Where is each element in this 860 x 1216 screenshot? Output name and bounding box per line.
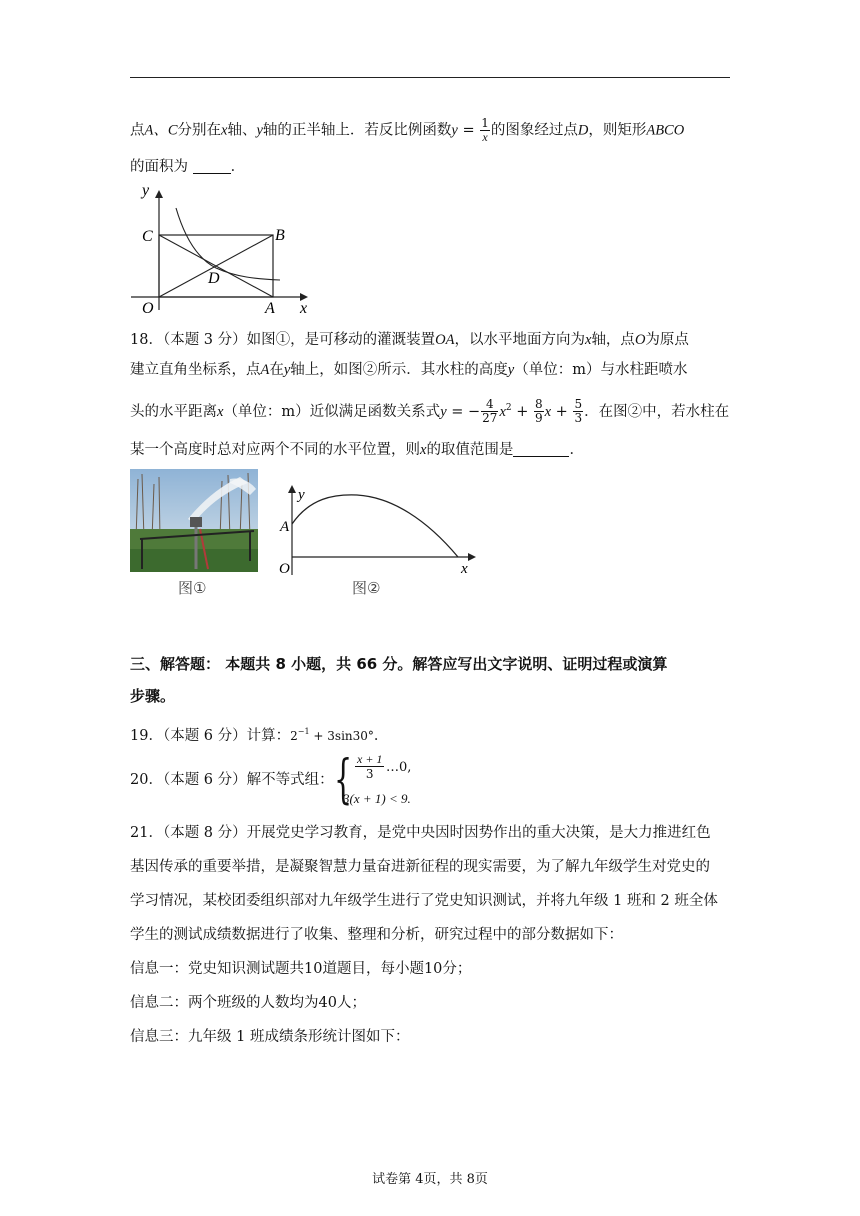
water-column-parabola-graph (272, 480, 482, 580)
fig17-point-o: O (142, 300, 154, 315)
p18-line2: 建立直角坐标系，点A在y轴上，如图②所示．其水柱的高度y（单位：m）与水柱距喷水 (130, 362, 688, 378)
irrigation-device-photo (130, 469, 258, 572)
caption-figure-2: 图② (352, 579, 381, 597)
p20-ineq1-rest: …0, (386, 760, 412, 775)
system-brace: { (334, 750, 353, 810)
p17-line1: 点A、C分别在x轴、y轴的正半轴上．若反比例函数y = $\frac{1}{x}$ 的图象经过点D，则矩形ABCO (130, 116, 685, 144)
p21-line2: 基因传承的重要举措，是凝聚智慧力量奋进新征程的现实需要，为了解九年级学生对党史的 (130, 859, 710, 875)
section-3-heading-line2: 步骤。 (130, 687, 176, 705)
fraction-4-27: $\frac{4}{27}$ (482, 397, 498, 426)
p20-label: 20．（本题 6 分）解不等式组： (130, 772, 334, 788)
rectangle-hyperbola-figure (128, 180, 308, 315)
p21-info2: 信息二：两个班级的人数均为40人； (130, 995, 366, 1011)
page-footer: 试卷第 4页，共 8页 (372, 1172, 488, 1187)
fig18-x-label: x (461, 561, 468, 577)
fig18-origin: O (279, 561, 290, 577)
fig17-x-label: x (300, 300, 308, 315)
p21-line4: 学生的测试成绩数据进行了收集、整理和分析，研究过程中的部分数据如下： (130, 927, 623, 943)
fig18-point-a: A (280, 519, 290, 535)
p21-info1: 信息一：党史知识测试题共10道题目，每小题10分； (130, 961, 472, 977)
p20-ineq2: 3(x + 1) < 9. (343, 791, 411, 806)
caption-figure-1: 图① (178, 579, 207, 597)
p18-line4: 某一个高度时总对应两个不同的水平位置，则x的取值范围是 ． (130, 442, 584, 458)
p21-info3: 信息三：九年级 1 班成绩条形统计图如下： (130, 1029, 410, 1045)
fig17-point-c: C (142, 228, 153, 245)
p18-line1: 18．（本题 3 分）如图①，是可移动的灌溉装置OA，以水平地面方向为x轴，点O为原点 (130, 332, 689, 348)
fig17-y-label: y (142, 182, 150, 199)
p21-line1: 21．（本题 8 分）开展党史学习教育，是党中央因时因势作出的重大决策，是大力推进红色 (130, 825, 711, 841)
p17-line2: 的面积为 ． (130, 159, 246, 175)
answer-blank-17 (193, 159, 231, 174)
fraction-5-3: $\frac{5}{3}$ (574, 397, 583, 426)
fraction-8-9: $\frac{8}{9}$ (534, 397, 543, 426)
p19: 19．（本题 6 分）计算：$2^{-1} + 3\sin 30^\circ$． (130, 727, 389, 744)
fig17-point-d: D (208, 270, 220, 287)
fig17-point-b: B (275, 227, 285, 244)
header-rule (130, 77, 730, 78)
p20-fraction: x + 1 3 (357, 752, 383, 781)
fig17-point-a: A (265, 300, 275, 315)
answer-blank-18 (513, 442, 569, 457)
p21-line3: 学习情况，某校团委组织部对九年级学生进行了党史知识测试，并将九年级 1 班和 2 班全体 (130, 893, 718, 909)
p18-line3: 头的水平距离x（单位：m）近似满足函数关系式y = − $\frac{4}{27}$ $x^2$ + $\frac{8}{9}$ x + $\frac{5}{3}$ ．在图②中，若水柱在 (130, 397, 730, 426)
section-3-heading: 三、解答题： 本题共 8 小题，共 66 分。解答应写出文字说明、证明过程或演算 (130, 655, 668, 673)
fig18-y-label: y (298, 487, 305, 503)
fraction-1-over-x: $\frac{1}{x}$ (481, 116, 489, 144)
